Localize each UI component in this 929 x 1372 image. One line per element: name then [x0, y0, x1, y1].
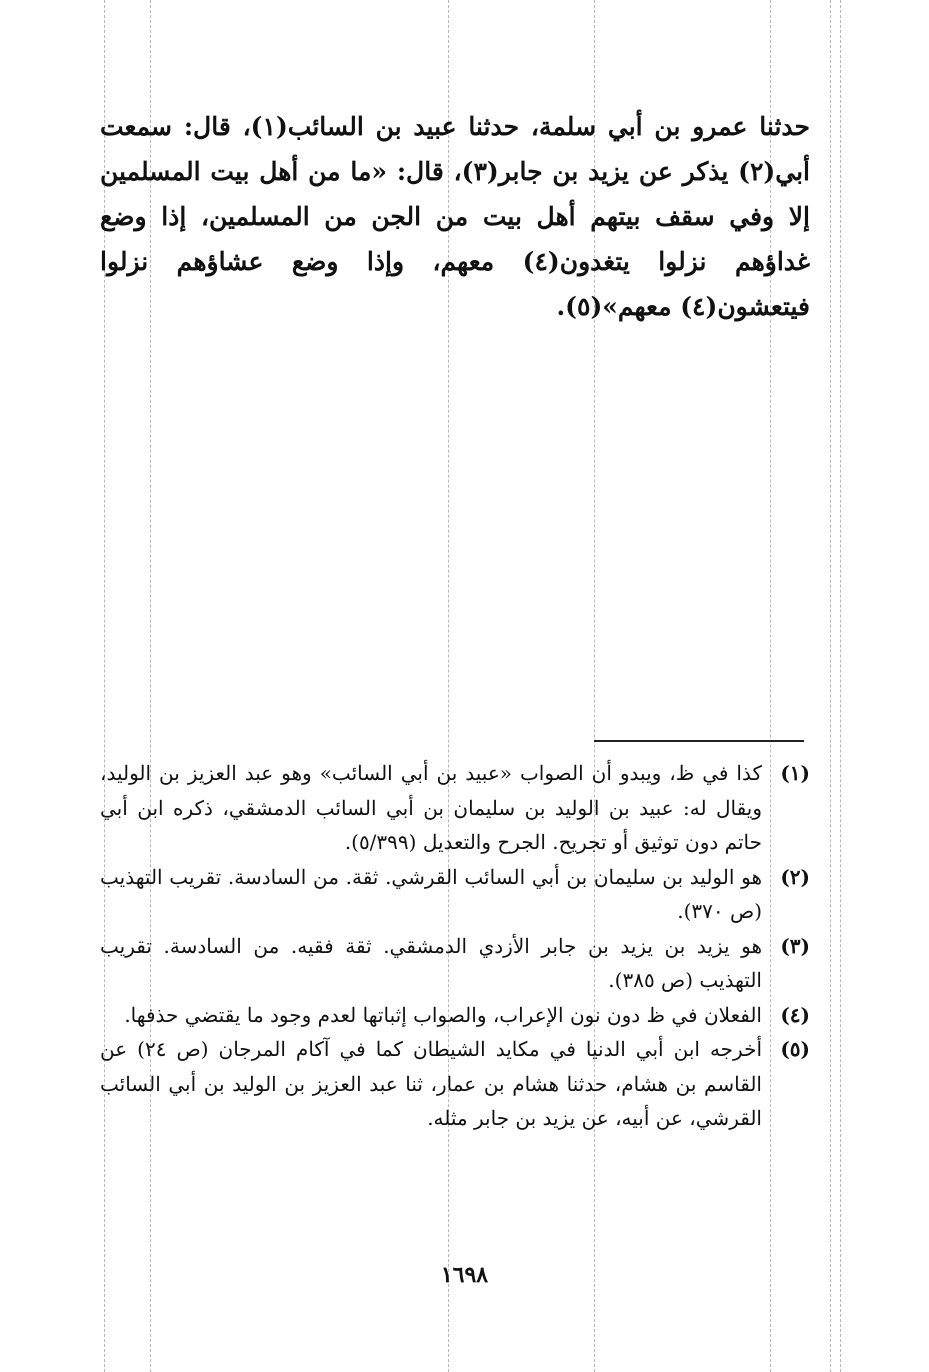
footnote-5	[100, 1032, 810, 1136]
footnote-4	[100, 998, 810, 1033]
footnote-number: (٢)	[780, 864, 810, 889]
footnote-2	[100, 860, 810, 929]
footnote-separator	[594, 740, 804, 742]
main-paragraph: حدثنا عمرو بن أبي سلمة، حدثنا عبيد بن السائب(١)، قال: سمعت أبي(٢) يذكر عن يزيد بن جابر(٣)، قال: «ما من أهل بيت المسلمين إلا وفي سقف بيتهم أهل بيت من الجن من المسلمين، إذا وضع غداؤهم نزلوا يتغدون(٤) معهم، وإذا وضع عشاؤهم نزلوا فيتعشون(٤) معهم»(٥).	[100, 112, 810, 321]
scan-guide-line	[830, 0, 831, 1372]
page-number: ١٦٩٨	[440, 1262, 489, 1288]
scan-guide-line	[840, 0, 841, 1372]
footnote-number: (٤)	[780, 1002, 810, 1027]
footnote-text: كذا في ظ، ويبدو أن الصواب «عبيد بن أبي السائب» وهو عبد العزيز بن الوليد، ويقال له: عبيد بن الوليد بن سليمان بن أبي السائب الدمشقي، ذكره ابن أبي حاتم دون توثيق أو تجريح. الجرح والتعديل (٥/٣٩٩).	[100, 761, 762, 854]
footnote-number: (٥)	[780, 1037, 810, 1061]
footnotes-section	[100, 756, 810, 1136]
footnote-number: (١)	[780, 761, 810, 785]
footnote-3	[100, 929, 810, 998]
main-text-block	[100, 104, 810, 329]
footnote-text: هو الوليد بن سليمان بن أبي السائب القرشي. ثقة. من السادسة. تقريب التهذيب (ص ٣٧٠).	[100, 864, 762, 923]
footnote-text: الفعلان في ظ دون نون الإعراب، والصواب إثباتها لعدم وجود ما يقتضي حذفها.	[124, 1002, 762, 1027]
footnote-number: (٣)	[780, 933, 810, 958]
footnote-text: هو يزيد بن يزيد بن جابر الأزدي الدمشقي. ثقة فقيه. من السادسة. تقريب التهذيب (ص ٣٨٥).	[100, 933, 762, 992]
footnote-text: أخرجه ابن أبي الدنيا في مكايد الشيطان كما في آكام المرجان (ص ٢٤) عن القاسم بن هشام، حدثنا هشام بن عمار، ثنا عبد العزيز بن الوليد بن أبي السائب القرشي، عن أبيه، عن يزيد بن جابر مثله.	[100, 1037, 763, 1130]
footnote-1	[100, 756, 810, 860]
